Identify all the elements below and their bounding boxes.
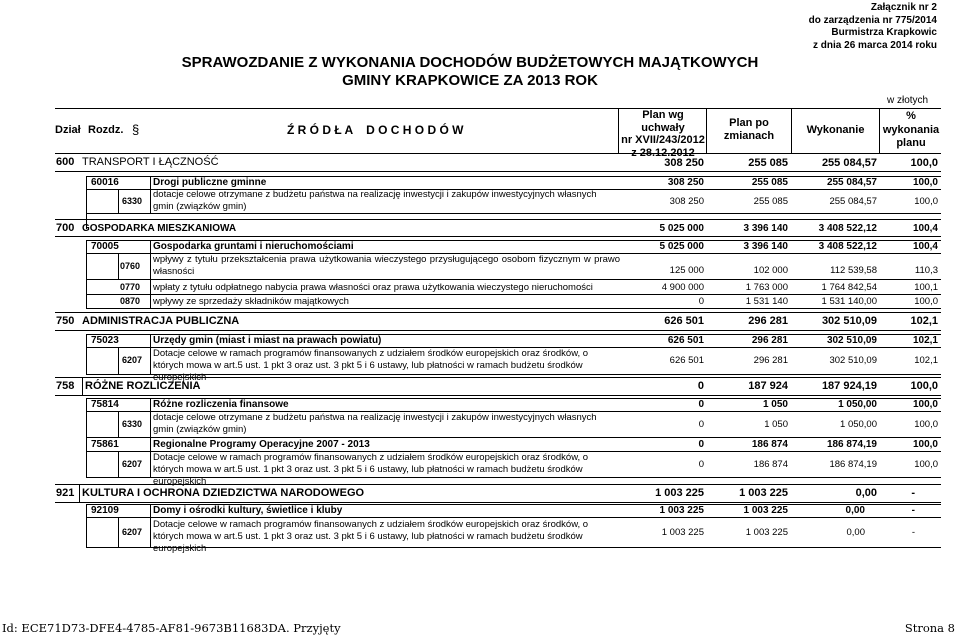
section-name: TRANSPORT I ŁĄCZNOŚĆ [82,156,219,168]
section-name: ADMINISTRACJA PUBLICZNA [82,315,240,327]
col-border [79,484,80,502]
cell-plan-after: 186 874 [751,439,788,450]
cell-percent: 100,0 [912,439,938,450]
currency-note: w złotych [887,95,929,106]
cell-plan-after: 1 003 225 [745,527,788,538]
paragraph-code: 0770 [120,282,141,292]
section-code: 758 [56,380,75,392]
paragraph-name: wpływy ze sprzedaży składników majątkowych [153,296,349,307]
header-bottom-border [55,153,941,154]
cell-plan: 626 501 [669,355,704,366]
cell-percent: 100,0 [914,419,938,430]
section-code: 750 [56,315,75,327]
col-border [150,504,151,547]
document-title: SPRAWOZDANIE Z WYKONANIA DOCHODÓW BUDŻETOWYCH MAJĄTKOWYCH [181,54,759,71]
cell-plan-after: 1 050 [762,399,788,410]
row-border [55,312,941,313]
col-border [150,176,151,189]
cell-plan-after: 1 763 000 [745,282,788,293]
cell-plan-after: 1 531 140 [745,296,788,307]
cell-execution: 1 764 842,54 [821,282,877,293]
row-border [86,517,941,518]
cell-execution: 186 874,19 [829,459,877,470]
cell-plan-after: 296 281 [753,355,788,366]
cell-plan-after: 3 396 140 [743,223,788,234]
cell-percent: - [911,527,915,538]
chapter-code: 75861 [91,439,119,450]
cell-plan-after: 102 000 [753,265,788,276]
cell-plan-after: 296 281 [751,335,788,346]
paragraph-code: 6207 [122,355,143,365]
paragraph-name: wpłaty z tytułu odpłatnego nabycia prawa własności oraz prawa użytkowania wieczystego nieruchomości [153,282,593,293]
paragraph-name: dotacje celowe otrzymane z budżetu państwa na realizację inwestycji i zakupów inwestycyjnych własnych gmin (związków gmin) [153,189,597,212]
cell-execution: 1 050,00 [838,399,877,410]
cell-execution: 255 084,57 [821,157,877,169]
chapter-code: 70005 [91,241,119,252]
row-border [86,374,941,375]
cell-plan: 626 501 [664,315,704,327]
document-id: Id: ECE71D73-DFE4-4785-AF81-9673B11683DA. Przyjęty [2,621,341,635]
cell-execution: 0,00 [845,505,865,516]
row-border [55,395,941,396]
col-border [86,334,87,374]
row-border [55,171,941,172]
col-border [118,451,119,477]
cell-plan-after: 255 085 [751,177,788,188]
annex-line: Burmistrza Krapkowic [831,27,937,38]
paragraph-code: 6207 [122,527,143,537]
cell-percent: 100,0 [914,196,938,207]
cell-plan-after: 1 003 225 [739,487,788,499]
cell-plan: 308 250 [664,157,704,169]
section-code: 600 [56,156,75,168]
row-border [55,484,941,485]
cell-plan-after: 187 924 [748,380,788,392]
cell-plan: 5 025 000 [659,223,704,234]
col-border [82,377,83,395]
row-border [86,279,941,280]
header-rozdz: Rozdz. [88,124,124,136]
cell-percent: 100,0 [914,459,938,470]
cell-execution: 302 510,09 [821,315,877,327]
cell-percent: 102,1 [914,355,938,366]
annex-block [809,2,937,52]
col-border [118,411,119,437]
cell-plan: 0 [698,296,704,307]
cell-execution: 1 050,00 [840,419,877,430]
row-border [55,377,941,378]
section-name: RÓŻNE ROZLICZENIA [85,380,201,392]
document-subtitle: GMINY KRAPKOWICE ZA 2013 ROK [342,72,598,89]
row-border [86,308,941,309]
cell-percent: 100,0 [910,157,938,169]
cell-plan: 1 003 225 [661,527,704,538]
col-border [118,189,119,213]
cell-execution: 187 924,19 [821,380,877,392]
cell-plan-after: 1 050 [764,419,788,430]
annex-line: z dnia 26 marca 2014 roku [813,39,937,51]
col-border [118,253,119,279]
row-border [86,294,941,295]
annex-line: Załącznik nr 2 [870,2,937,13]
row-border [86,477,941,478]
chapter-name: Różne rozliczenia finansowe [153,399,289,410]
paragraph-code: 0760 [120,261,141,271]
header-execution: Wykonanie [806,124,865,136]
cell-plan-after: 1 003 225 [743,505,788,516]
cell-percent: - [911,487,915,499]
col-border [150,240,151,308]
cell-plan: 0 [698,419,704,430]
cell-plan-after: 255 085 [748,157,788,169]
header-plan-after: Plan po zmianach [723,117,775,142]
row-border [86,213,941,214]
cell-plan: 0 [697,380,704,392]
header-plan-resolution: Plan wg uchwały nr XVII/243/2012 z 28.12.2012 [621,109,705,159]
cell-plan-after: 186 874 [753,459,788,470]
section-name: GOSPODARKA MIESZKANIOWA [82,223,237,234]
header-paragraph: § [132,122,140,137]
cell-percent: 110,3 [914,265,938,276]
cell-execution: 3 408 522,12 [818,223,877,234]
cell-plan-after: 255 085 [753,196,788,207]
cell-execution: 255 084,57 [826,177,877,188]
paragraph-name: Dotacje celowe w ramach programów finansowanych z udziałem środków europejskich oraz środków, o których mowa w art.5 ust. 1 pkt 3 oraz ust. 3 pkt 5 i 6 ustawy, lub płatności w ramach budżetu środków europejskich [153,348,589,383]
cell-plan: 0 [698,459,704,470]
section-name: KULTURA I OCHRONA DZIEDZICTWA NARODOWEGO [82,487,365,499]
chapter-name: Domy i ośrodki kultury, świetlice i kluby [153,505,343,516]
cell-execution: 186 874,19 [826,439,877,450]
paragraph-code: 6330 [122,419,143,429]
chapter-name: Urzędy gmin (miast i miast na prawach powiatu) [153,335,382,346]
col-border [118,517,119,547]
cell-plan: 5 025 000 [659,241,704,252]
row-border [86,437,941,438]
cell-execution: 0,00 [855,487,877,499]
paragraph-name: wpływy z tytułu przekształcenia prawa użytkowania wieczystego przysługującego osobom fizycznym w prawo własności [153,254,620,277]
col-border [86,240,87,308]
chapter-code: 92109 [91,505,119,516]
row-border [55,330,941,331]
cell-percent: 100,1 [914,282,938,293]
header-top-border [55,108,941,109]
header-sources: Ź R Ó D Ł A D O C H O D Ó W [287,123,464,137]
cell-plan: 4 900 000 [661,282,704,293]
annex-line: do zarządzenia nr 775/2014 [808,14,937,26]
chapter-name: Regionalne Programy Operacyjne 2007 - 2013 [153,439,370,450]
row-border [86,547,941,548]
chapter-name: Gospodarka gruntami i nieruchomościami [153,241,354,252]
cell-execution: 1 531 140,00 [821,296,877,307]
col-border [150,189,151,213]
cell-percent: 102,1 [912,335,938,346]
cell-percent: - [911,505,915,516]
chapter-name: Drogi publiczne gminne [153,177,267,188]
cell-execution: 255 084,57 [829,196,877,207]
cell-percent: 100,0 [912,399,938,410]
chapter-code: 75023 [91,335,119,346]
cell-execution: 0,00 [846,527,865,538]
cell-plan-after: 3 396 140 [743,241,788,252]
cell-percent: 100,0 [910,380,938,392]
row-border [55,502,941,503]
col-border [150,334,151,374]
row-border [55,219,941,220]
col-border [118,347,119,374]
paragraph-name: Dotacje celowe w ramach programów finansowanych z udziałem środków europejskich oraz środków, o których mowa w art.5 ust. 1 pkt 3 oraz ust. 3 pkt 5 i 6 ustawy, lub płatności w ramach budżetu środków europejskich [153,452,589,487]
cell-plan: 308 250 [667,177,704,188]
row-border [55,236,941,237]
cell-percent: 100,4 [912,223,938,234]
paragraph-name: dotacje celowe otrzymane z budżetu państwa na realizację inwestycji i zakupów inwestycyjnych własnych gmin (związków gmin) [153,412,597,435]
col-border [86,504,87,547]
cell-execution: 302 510,09 [826,335,877,346]
paragraph-code: 6330 [122,196,143,206]
header-dzial: Dział [55,124,81,136]
cell-plan: 125 000 [669,265,704,276]
cell-plan: 0 [698,399,704,410]
section-code: 700 [56,222,75,234]
page-number: Strona 8 [904,621,955,635]
cell-percent: 100,4 [912,241,938,252]
cell-plan: 0 [698,439,704,450]
paragraph-code: 0870 [120,296,141,306]
chapter-code: 60016 [91,177,119,188]
cell-execution: 302 510,09 [829,355,877,366]
cell-execution: 3 408 522,12 [818,241,877,252]
cell-execution: 112 539,58 [830,265,877,276]
paragraph-code: 6207 [122,459,143,469]
chapter-code: 75814 [91,399,119,410]
cell-plan: 308 250 [669,196,704,207]
cell-plan: 1 003 225 [659,505,704,516]
cell-percent: 100,0 [914,296,938,307]
cell-plan: 1 003 225 [655,487,704,499]
cell-plan: 626 501 [667,335,704,346]
paragraph-name: Dotacje celowe w ramach programów finansowanych z udziałem środków europejskich oraz środków, o których mowa w art.5 ust. 1 pkt 3 oraz ust. 3 pkt 5 i 6 ustawy, lub płatności w ramach budżetu środków europejskich [153,519,589,554]
cell-percent: 102,1 [910,315,938,327]
col-border [86,176,87,229]
header-percent: % wykonania planu [882,110,940,149]
cell-percent: 100,0 [912,177,938,188]
cell-plan-after: 296 281 [748,315,788,327]
section-code: 921 [56,487,75,499]
